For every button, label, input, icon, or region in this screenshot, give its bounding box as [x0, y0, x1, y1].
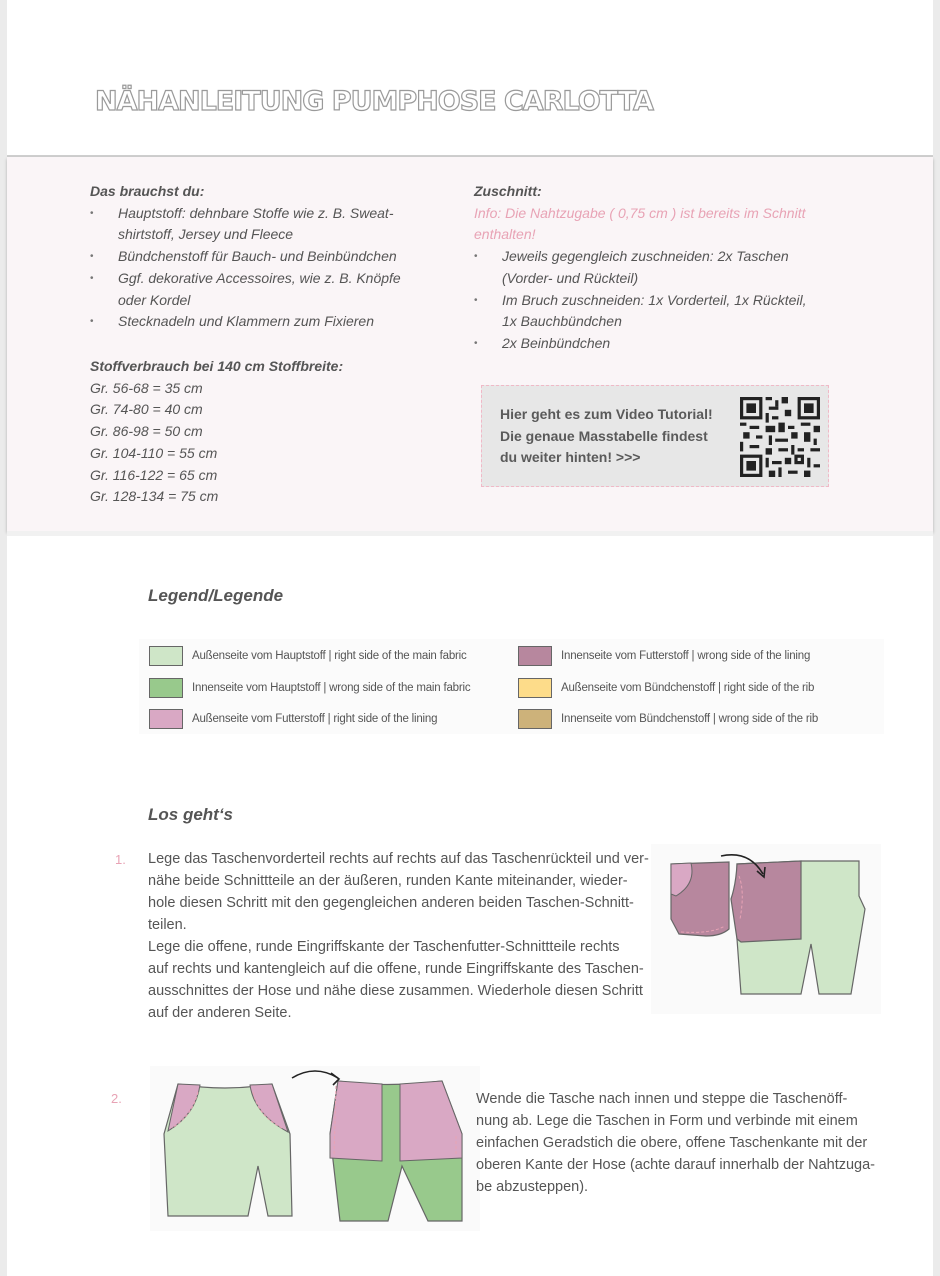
text-line: be abzusteppen).	[476, 1179, 589, 1195]
cutting-list	[474, 246, 824, 355]
list-item: • Im Bruch zuschneiden: 1x Vorderteil, 1x Rückteil, 1x Bauchbündchen	[474, 290, 824, 333]
list-item: • Jeweils gegengleich zuschneiden: 2x Taschen (Vorder- und Rückteil)	[474, 246, 824, 289]
legend-swatch	[149, 678, 183, 698]
video-tutorial-box[interactable]	[481, 385, 829, 487]
text-line: ausschnittes der Hose und nähe diese zusammen. Wiederhole diesen Schritt	[148, 983, 643, 999]
text-line: oberen Kante der Hose (achte darauf innerhalb der Nahtzuga-	[476, 1157, 876, 1173]
legend-label: Außenseite vom Futterstoff | right side of the lining	[192, 713, 438, 725]
legend-label: Außenseite vom Bündchenstoff | right side of the rib	[561, 682, 815, 694]
fabric-usage-row: Gr. 86-98 = 50 cm	[90, 423, 203, 440]
video-line: Die genaue Masstabelle findest	[500, 427, 708, 444]
video-line: Hier geht es zum Video Tutorial!	[500, 406, 713, 422]
fabric-usage-row: Gr. 104-110 = 55 cm	[90, 444, 218, 461]
legend-item	[149, 709, 437, 729]
text-line: Lege das Taschenvorderteil rechts auf rechts auf das Taschenrückteil und ver-	[148, 851, 649, 867]
page-header-section	[7, 0, 933, 531]
list-item: • Bündchenstoff für Bauch- und Beinbündchen	[90, 246, 430, 268]
cutting-heading: Zuschnitt:	[474, 183, 542, 199]
legend-item	[149, 678, 470, 698]
legend-label: Innenseite vom Futterstoff | wrong side of the lining	[561, 650, 811, 662]
fabric-usage-row: Gr. 56-68 = 35 cm	[90, 379, 203, 396]
materials-list	[90, 203, 430, 333]
text-line: Wende die Tasche nach innen und steppe die Taschenöff-	[476, 1091, 848, 1107]
legend-label: Außenseite vom Hauptstoff | right side of the main fabric	[192, 650, 467, 662]
step-2-illustration	[150, 1066, 480, 1231]
cutting-section	[474, 181, 824, 355]
legend-swatch	[149, 646, 183, 666]
page-title: NÄHANLEITUNG PUMPHOSE CARLOTTA	[95, 86, 653, 117]
text-line: hole diesen Schritt mit den gegengleichen anderen beiden Taschen-Schnitt-	[148, 895, 634, 911]
text-line: einfachen Geradstich die obere, offene Taschenkante mit der	[476, 1135, 868, 1151]
text-line: auf der anderen Seite.	[148, 1005, 292, 1021]
list-item: • Ggf. dekorative Accessoires, wie z. B. Knöpfe oder Kordel	[90, 268, 430, 311]
legend-label: Innenseite vom Hauptstoff | wrong side of the main fabric	[192, 682, 471, 694]
legend-heading: Legend/Legende	[148, 586, 284, 605]
step-1-illustration	[651, 844, 881, 1014]
text-line: nähe beide Schnittteile an der äußeren, runden Kante miteinander, wieder-	[148, 873, 628, 889]
legend-item	[518, 678, 814, 698]
fabric-usage-row: Gr. 128-134 = 75 cm	[90, 488, 219, 505]
step-number: 1.	[115, 852, 126, 867]
page-edge-left	[0, 0, 7, 1276]
legend-item	[518, 646, 810, 666]
video-line: du weiter hinten! >>>	[500, 449, 641, 465]
step-number: 2.	[111, 1091, 122, 1106]
fabric-usage-row: Gr. 116-122 = 65 cm	[90, 466, 218, 483]
text-line: auf rechts und kantengleich auf die offene, runde Eingriffskante des Taschen-	[148, 961, 644, 977]
qr-code-icon[interactable]	[740, 397, 820, 477]
fabric-usage-heading: Stoffverbrauch bei 140 cm Stoffbreite:	[90, 358, 344, 374]
list-item: • Stecknadeln und Klammern zum Fixieren	[90, 311, 430, 333]
instructions-page	[7, 536, 933, 1276]
text-line: nung ab. Lege die Taschen in Form und verbinde mit einem	[476, 1113, 858, 1129]
steps-heading: Los geht‘s	[148, 805, 234, 824]
legend-item	[518, 709, 818, 729]
page-edge-right	[933, 0, 940, 1276]
materials-heading: Das brauchst du:	[90, 183, 205, 199]
list-item: • Hauptstoff: dehnbare Stoffe wie z. B. Sweat- shirtstoff, Jersey und Fleece	[90, 203, 430, 246]
step-1-text	[148, 848, 658, 1024]
text-line: teilen.	[148, 917, 187, 933]
legend-swatch	[149, 709, 183, 729]
legend-swatch	[518, 709, 552, 729]
text-line: Lege die offene, runde Eingriffskante der Taschenfutter-Schnittteile rechts	[148, 939, 620, 955]
legend-swatch	[518, 678, 552, 698]
step-2-text	[476, 1088, 896, 1198]
list-item: • 2x Beinbündchen	[474, 333, 824, 355]
video-tutorial-text	[500, 404, 713, 469]
legend-swatch	[518, 646, 552, 666]
legend-item	[149, 646, 467, 666]
legend-label: Innenseite vom Bündchenstoff | wrong side of the rib	[561, 713, 819, 725]
cutting-info: Info: Die Nahtzugabe ( 0,75 cm ) ist bereits im Schnitt enthalten!	[474, 204, 806, 243]
fabric-usage-row: Gr. 74-80 = 40 cm	[90, 401, 203, 418]
fabric-usage-section	[90, 356, 430, 508]
materials-section	[90, 181, 430, 333]
info-panel	[7, 157, 933, 531]
